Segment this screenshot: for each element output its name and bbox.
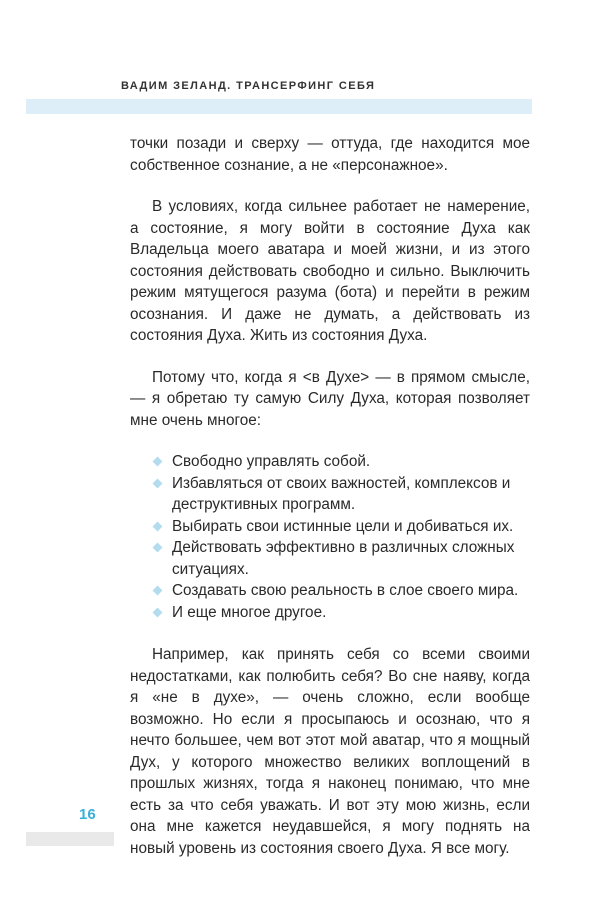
footer-band bbox=[26, 832, 114, 846]
diamond-bullet-icon bbox=[153, 607, 163, 617]
diamond-bullet-icon bbox=[153, 478, 163, 488]
list-item bbox=[152, 516, 530, 538]
paragraph-power-of-spirit: Потому что, когда я <в Духе> — в прямом смысле, — я обретаю ту самую Силу Духа, которая позволяет мне очень многое: bbox=[130, 368, 530, 429]
list-item-text: Выбирать свои истинные цели и добиваться их. bbox=[172, 517, 514, 535]
list-item-text: Действовать эффективно в различных сложных ситуациях. bbox=[172, 539, 515, 578]
list-item bbox=[152, 451, 530, 473]
paragraph-continuation: точки позади и сверху — оттуда, где находится мое собственное сознание, а не «персонажное». bbox=[130, 135, 530, 174]
paragraph-self-acceptance: Например, как принять себя со всеми своими недостатками, как полюбить себя? Во сне наяву, когда я «не в духе», — очень сложно, если вообще возможно. Но если я просыпаюсь и осознаю, что я нечто большее, чем вот этот мой аватар, что я мощный Дух, у которого множество великих воплощений в прошлых жизнях, тогда я наконец понимаю, что мне есть за что себя уважать. И вот эту мою жизнь, если она мне кажется неудавшейся, я могу поднять на новый уровень из состояния своего Духа. Я все могу. bbox=[130, 646, 530, 857]
diamond-bullet-icon bbox=[153, 543, 163, 553]
diamond-bullet-icon bbox=[153, 521, 163, 531]
list-item-text: Создавать свою реальность в слое своего мира. bbox=[172, 582, 519, 599]
header-band bbox=[26, 99, 532, 114]
list-item bbox=[152, 537, 530, 580]
list-item-text: Свободно управлять собой. bbox=[172, 453, 371, 470]
list-item bbox=[152, 473, 530, 516]
page-body bbox=[130, 133, 530, 879]
running-header: ВАДИМ ЗЕЛАНД. ТРАНСЕРФИНГ СЕБЯ bbox=[121, 80, 376, 92]
paragraph-state-of-spirit: В условиях, когда сильнее работает не намерение, а состояние, я могу войти в состояние Духа как Владельца моего аватара и моей жизни, и из этого состояния действовать свободно и сильно. Выключить режим мятущегося разума (бота) и перейти в режим осознания. И даже не думать, а действовать из состояния Духа. Жить из состояния Духа. bbox=[130, 198, 530, 344]
list-item bbox=[152, 602, 530, 624]
list-item-text: И еще многое другое. bbox=[172, 603, 327, 621]
abilities-list bbox=[152, 451, 530, 623]
diamond-bullet-icon bbox=[153, 586, 163, 596]
list-item bbox=[152, 580, 530, 602]
diamond-bullet-icon bbox=[153, 457, 163, 467]
page-number: 16 bbox=[79, 806, 96, 823]
list-item-text: Избавляться от своих важностей, комплексов и деструктивных программ. bbox=[172, 474, 511, 513]
